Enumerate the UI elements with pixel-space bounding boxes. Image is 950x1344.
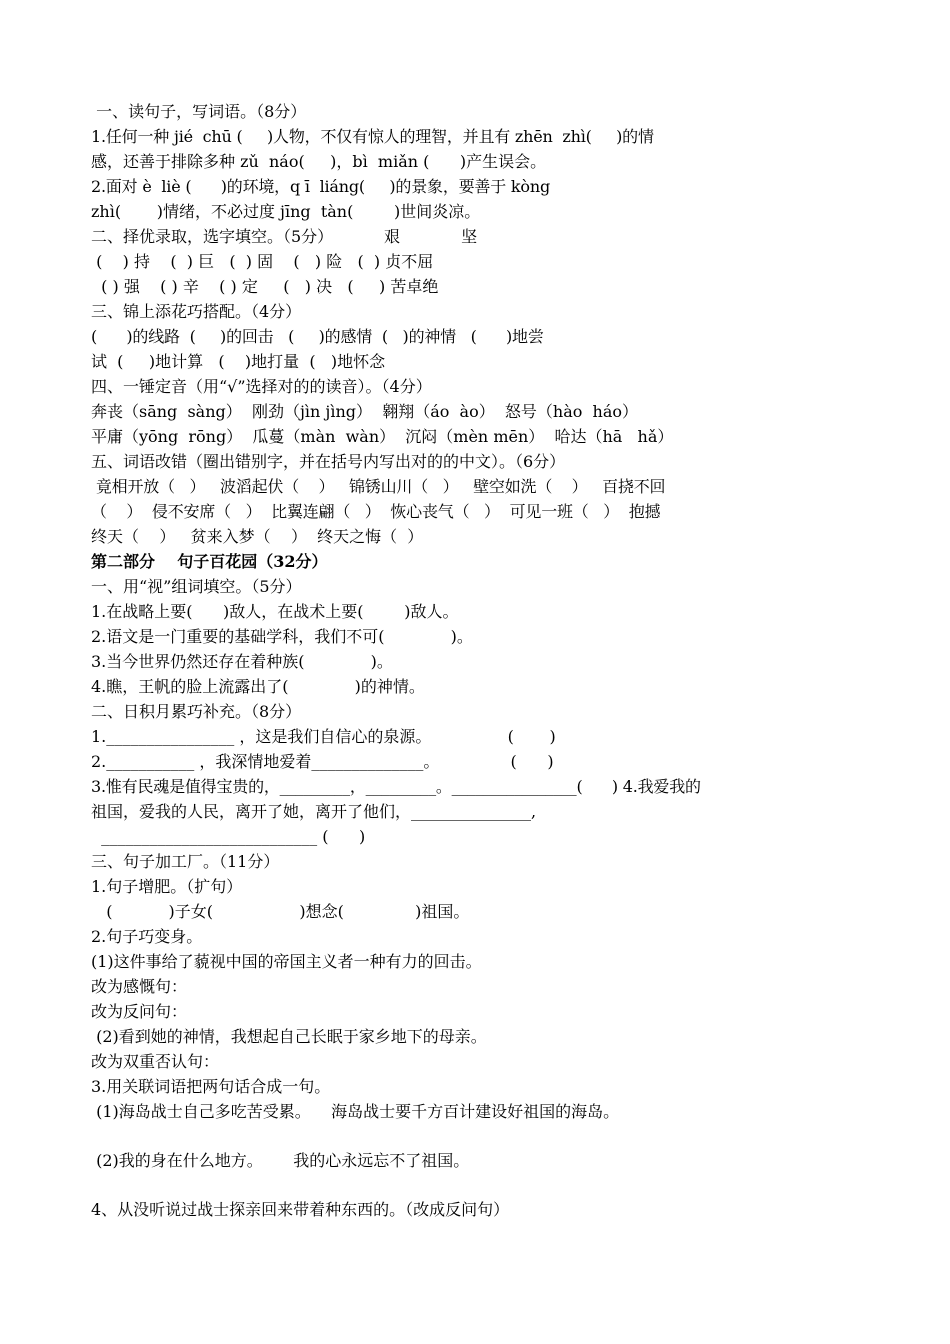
question-line: zhì( )情绪，不必过度 jīng tàn( )世间炎凉。 (91, 202, 481, 221)
question-line: 1.________________ ，这是我们自信心的泉源。 ( ) (91, 727, 556, 746)
question-line: 祖国，爱我的人民，离开了她，离开了他们，_______________, (91, 802, 537, 821)
question-line: 改为双重否认句： (91, 1052, 220, 1071)
question-line: (1)这件事给了藐视中国的帝国主义者一种有力的回击。 (91, 952, 482, 971)
question-line: 2.___________ ，我深情地爱着______________。 ( ) (91, 752, 554, 771)
section-5-heading: 五、词语改错（圈出错别字，并在括号内写出对的的中文）。（6分） (91, 452, 566, 471)
question-line: 感，还善于排除多种 zǔ náo( )，bì miǎn ( )产生误会。 (91, 152, 547, 171)
question-line: 竟相开放（ ） 波滔起伏（ ） 锦锈山川（ ） 壁空如洗（ ） 百挠不回 (91, 477, 666, 496)
question-line: （ ） 侵不安席（ ） 比翼连翩（ ） 恢心丧气（ ） 可见一班（ ） 抱撼 (91, 502, 661, 521)
question-line: 奔丧（sāng sàng） 刚劲（jìn jìng） 翱翔（áo ào） 怒号（hào háo） (91, 402, 639, 421)
question-line: ( ) 强 ( ) 辛 ( ) 定 ( ) 决 ( ) 苦卓绝 (91, 277, 439, 296)
question-line: 1.任何一种 jié chū ( )人物，不仅有惊人的理智，并且有 zhēn zhì( )的情 (91, 127, 654, 146)
question-line: 试 ( )地计算 ( )地打量 ( )地怀念 (91, 352, 386, 371)
section-heading: 一、用“视”组词填空。（5分） (91, 577, 302, 596)
question-line: 3.惟有民魂是值得宝贵的，_________，_________。________________( ) 4.我爱我的 (91, 777, 701, 796)
question-line: (2)看到她的神情，我想起自己长眠于家乡地下的母亲。 (91, 1027, 487, 1046)
question-line: ___________________________ ( ) (91, 827, 366, 846)
section-heading: 二、日积月累巧补充。（8分） (91, 702, 302, 721)
section-3-heading: 三、锦上添花巧搭配。（4分） (91, 302, 302, 321)
question-line: 4.瞧，王帆的脸上流露出了( )的神情。 (91, 677, 425, 696)
section-1-heading: 一、读句子，写词语。（8分） (91, 102, 307, 121)
section-4-heading: 四、一锤定音（用“√”选择对的的读音）。（4分） (91, 377, 432, 396)
question-line: 平庸（yōng rōng） 瓜蔓（màn wàn） 沉闷（mèn mēn） 哈达（hā hǎ） (91, 427, 674, 446)
question-line: ( ) 持 ( ) 巨 ( ) 固 ( ) 险 ( ) 贞不屈 (91, 252, 434, 271)
question-line: 终天（ ） 贫来入梦（ ） 终天之悔（ ） (91, 527, 424, 546)
question-line: 1.在战略上要( )敌人，在战术上要( )敌人。 (91, 602, 459, 621)
section-heading: 三、句子加工厂。（11分） (91, 852, 280, 871)
part-2-heading: 第二部分 句子百花园（32分） (91, 552, 328, 571)
section-2-heading: 二、择优录取，选字填空。（5分） 艰 坚 (91, 227, 478, 246)
question-line: (1)海岛战士自己多吃苦受累。 海岛战士要千方百计建设好祖国的海岛。 (91, 1102, 620, 1121)
question-line: 4、从没听说过战士探亲回来带着种东西的。（改成反问句） (91, 1200, 510, 1219)
question-line: 2.面对 è liè ( )的环境，q ī liáng( )的景象，要善于 kòng (91, 177, 550, 196)
question-line: 2.语文是一门重要的基础学科，我们不可( )。 (91, 627, 473, 646)
question-line: 3.当今世界仍然还存在着种族( )。 (91, 652, 393, 671)
question-line: 2.句子巧变身。 (91, 927, 203, 946)
question-line: ( )子女( )想念( )祖国。 (91, 902, 470, 921)
question-line: 改为感慨句： (91, 977, 188, 996)
question-line: 改为反问句： (91, 1002, 188, 1021)
question-line: 3.用关联词语把两句话合成一句。 (91, 1077, 331, 1096)
question-line: 1.句子增肥。（扩句） (91, 877, 243, 896)
question-line: (2)我的身在什么地方。 我的心永远忘不了祖国。 (91, 1151, 470, 1170)
question-line: ( )的线路 ( )的回击 ( )的感情 ( )的神情 ( )地尝 (91, 327, 544, 346)
